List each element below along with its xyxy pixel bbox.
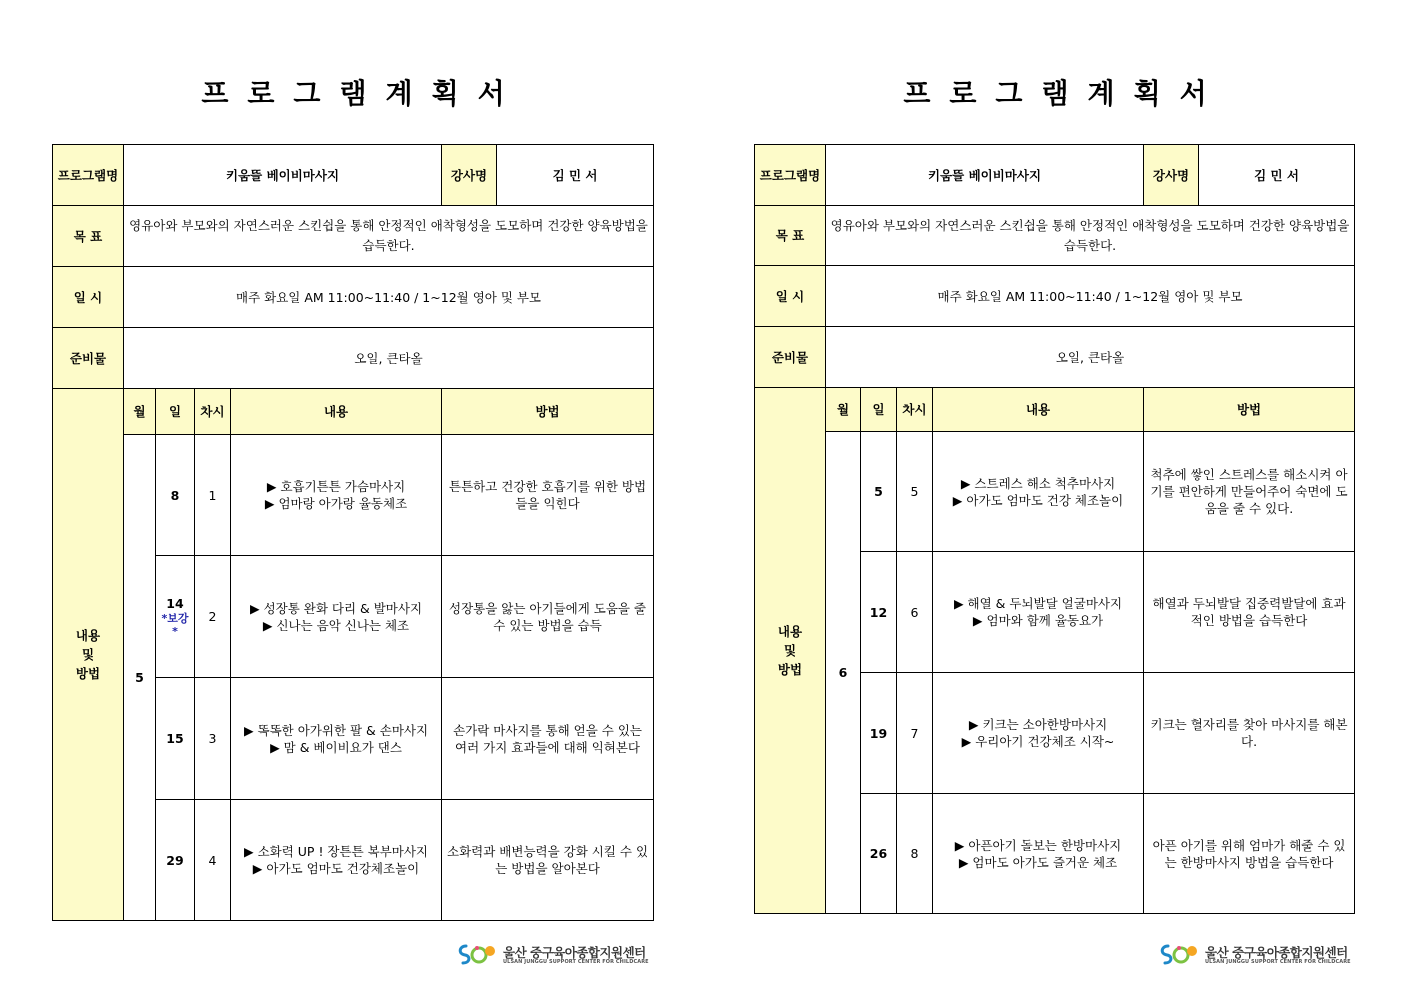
- goal-text: 영유아와 부모와의 자연스러운 스킨쉽을 통해 안정적인 애착형성을 도모하며 건강한 양육방법을 습득한다.: [124, 206, 654, 267]
- month-cell: 5: [124, 435, 156, 921]
- month-cell: 6: [826, 432, 861, 914]
- schedule-text: 매주 화요일 AM 11:00~11:40 / 1~12월 영아 및 부모: [124, 267, 654, 328]
- session-cell: 4: [195, 800, 231, 921]
- center-logo-icon: [1159, 942, 1199, 968]
- day-cell: 15: [156, 678, 195, 800]
- materials-text: 오일, 큰타올: [826, 327, 1355, 388]
- instructor-name: 김 민 서: [497, 145, 654, 206]
- program-plan-table: [52, 144, 654, 921]
- column-header-content: 내용: [933, 388, 1144, 432]
- column-header-day: 일: [156, 389, 195, 435]
- column-header-month: 월: [826, 388, 861, 432]
- goal-text: 영유아와 부모와의 자연스러운 스킨쉽을 통해 안정적인 애착형성을 도모하며 건강한 양육방법을 습득한다.: [826, 206, 1355, 266]
- session-cell: 3: [195, 678, 231, 800]
- method-cell: 소화력과 배변능력을 강화 시킬 수 있는 방법을 알아본다: [442, 800, 654, 921]
- table-row: [53, 435, 654, 556]
- method-cell: 성장통을 앓는 아기들에게 도움을 줄 수 있는 방법을 습득: [442, 556, 654, 678]
- program-name-label: 프로그램명: [53, 145, 124, 206]
- day-cell: 14 *보강*: [156, 556, 195, 678]
- center-name: 울산 중구육아종합지원센터: [1205, 945, 1348, 960]
- goal-label: 목 표: [53, 206, 124, 267]
- goal-label: 목 표: [755, 206, 826, 266]
- content-cell: ▶ 똑똑한 아가위한 팔 & 손마사지 ▶ 맘 & 베이비요가 댄스: [231, 678, 442, 800]
- column-header-day: 일: [861, 388, 897, 432]
- method-cell: 아픈 아기를 위해 엄마가 해줄 수 있는 한방마사지 방법을 습득한다: [1144, 794, 1355, 914]
- document-title: 프로그램계획서: [201, 77, 524, 110]
- footer-logo: [457, 940, 657, 974]
- content-cell: ▶ 스트레스 해소 척추마사지 ▶ 아가도 엄마도 건강 체조놀이: [933, 432, 1144, 552]
- session-cell: 8: [897, 794, 933, 914]
- instructor-name: 김 민 서: [1199, 145, 1355, 206]
- document-title: 프로그램계획서: [903, 77, 1226, 110]
- method-cell: 키크는 혈자리를 찾아 마사지를 해본다.: [1144, 673, 1355, 794]
- program-plan-table: [754, 144, 1355, 914]
- content-cell: ▶ 해열 & 두뇌발달 얼굴마사지 ▶ 엄마와 함께 율동요가: [933, 552, 1144, 673]
- content-method-label: 내용 및 방법: [755, 388, 826, 914]
- day-cell: 19: [861, 673, 897, 794]
- materials-label: 준비물: [53, 328, 124, 389]
- column-header-content: 내용: [231, 389, 442, 435]
- column-header-session: 차시: [195, 389, 231, 435]
- schedule-text: 매주 화요일 AM 11:00~11:40 / 1~12월 영아 및 부모: [826, 266, 1355, 327]
- content-cell: ▶ 성장통 완화 다리 & 발마사지 ▶ 신나는 음악 신나는 체조: [231, 556, 442, 678]
- day-cell: 8: [156, 435, 195, 556]
- instructor-label: 강사명: [442, 145, 497, 206]
- session-cell: 2: [195, 556, 231, 678]
- column-header-method: 방법: [1144, 388, 1355, 432]
- session-cell: 1: [195, 435, 231, 556]
- makeup-session-note: *보강*: [161, 612, 189, 638]
- content-cell: ▶ 키크는 소아한방마사지 ▶ 우리아기 건강체조 시작~: [933, 673, 1144, 794]
- day-cell: 29: [156, 800, 195, 921]
- method-cell: 해열과 두뇌발달 집중력발달에 효과적인 방법을 습득한다: [1144, 552, 1355, 673]
- column-header-session: 차시: [897, 388, 933, 432]
- materials-text: 오일, 큰타올: [124, 328, 654, 389]
- method-cell: 손가락 마사지를 통해 얻을 수 있는 여러 가지 효과들에 대해 익혀본다: [442, 678, 654, 800]
- program-name-value: 키움뜰 베이비마사지: [826, 145, 1144, 206]
- center-logo-icon: [457, 942, 497, 968]
- center-name: 울산 중구육아종합지원센터: [503, 945, 646, 960]
- day-cell: 26: [861, 794, 897, 914]
- schedule-label: 일 시: [755, 266, 826, 327]
- content-cell: ▶ 호흡기튼튼 가슴마사지 ▶ 엄마랑 아가랑 율동체조: [231, 435, 442, 556]
- column-header-method: 방법: [442, 389, 654, 435]
- session-cell: 5: [897, 432, 933, 552]
- method-cell: 튼튼하고 건강한 호흡기를 위한 방법들을 익힌다: [442, 435, 654, 556]
- program-name-label: 프로그램명: [755, 145, 826, 206]
- table-row: [755, 432, 1355, 552]
- content-cell: ▶ 소화력 UP ! 장튼튼 복부마사지 ▶ 아가도 엄마도 건강체조놀이: [231, 800, 442, 921]
- session-cell: 6: [897, 552, 933, 673]
- center-name-english: ULSAN JUNGGU SUPPORT CENTER FOR CHILDCARE: [503, 959, 649, 965]
- materials-label: 준비물: [755, 327, 826, 388]
- day-cell: 5: [861, 432, 897, 552]
- footer-logo: [1159, 940, 1359, 974]
- session-cell: 7: [897, 673, 933, 794]
- method-cell: 척추에 쌓인 스트레스를 해소시켜 아기를 편안하게 만들어주어 숙면에 도움을 줄 수 있다.: [1144, 432, 1355, 552]
- day-cell: 12: [861, 552, 897, 673]
- program-name-value: 키움뜰 베이비마사지: [124, 145, 442, 206]
- column-header-month: 월: [124, 389, 156, 435]
- content-cell: ▶ 아픈아기 돌보는 한방마사지 ▶ 엄마도 아가도 즐거운 체조: [933, 794, 1144, 914]
- content-method-label: 내용 및 방법: [53, 389, 124, 921]
- schedule-label: 일 시: [53, 267, 124, 328]
- center-name-english: ULSAN JUNGGU SUPPORT CENTER FOR CHILDCARE: [1205, 959, 1351, 965]
- instructor-label: 강사명: [1144, 145, 1199, 206]
